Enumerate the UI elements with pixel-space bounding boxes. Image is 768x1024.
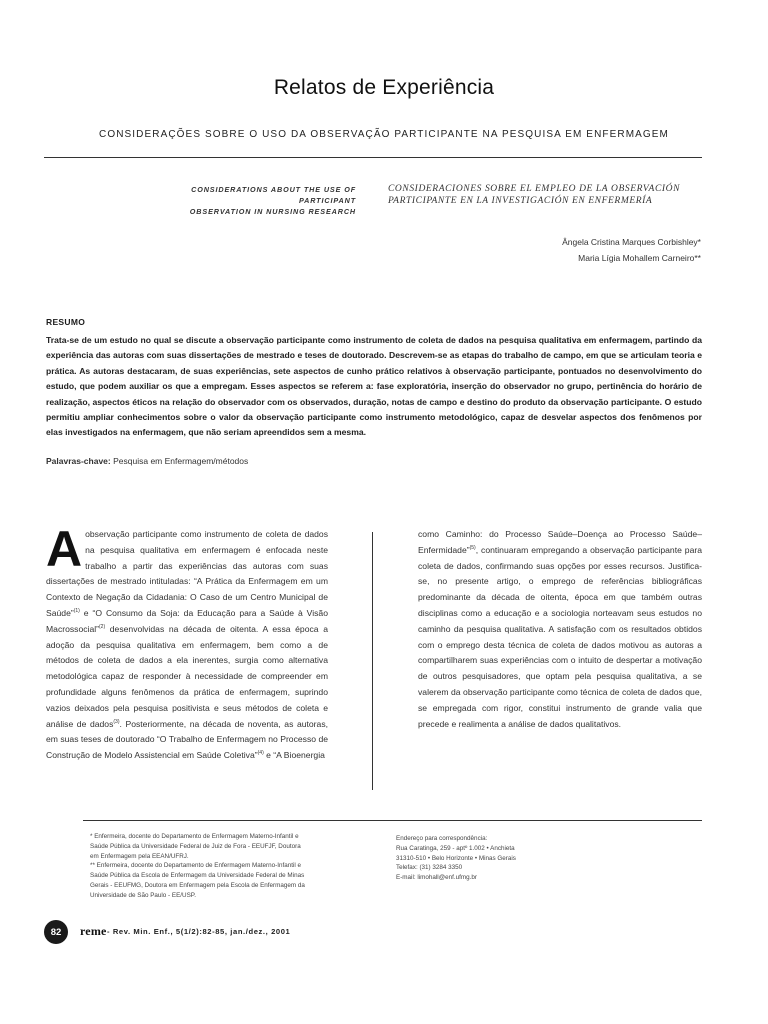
body-text: e “A Bioenergia	[263, 750, 325, 761]
footnote-line: Saúde Pública da Escola de Enfermagem da Universidade Federal de Minas	[90, 872, 305, 880]
body-text: . Posteriormente, na década de noventa, as autoras, em suas teses de doutorado “O Trabalho de Enfermagem no Processo de Construção de Modelo Assistencial em Saúde Coletiva”	[46, 718, 329, 761]
keywords-label: Palavras-chave:	[46, 456, 111, 466]
footnote-line: Rua Caratinga, 259 - aptº 1.002 • Anchieta	[396, 844, 515, 852]
keywords-value: Pesquisa em Enfermagem/métodos	[113, 456, 249, 466]
body-column-left	[46, 521, 329, 764]
journal-citation: - Rev. Min. Enf., 5(1/2):82-85, jan./dez., 2001	[107, 927, 291, 936]
body-text: como Caminho: do Processo Saúde–Doença ao Processo Saúde–Enfermidade”	[418, 529, 702, 555]
title-spanish	[388, 183, 698, 207]
author-name: Maria Lígia Mohallem Carneiro**	[578, 253, 701, 263]
footnote-line: E-mail: limohall@enf.ufmg.br	[396, 874, 477, 882]
title-english-line: CONSIDERATIONS ABOUT THE USE OF PARTICIPANT	[191, 185, 356, 205]
section-title: Relatos de Experiência	[273, 76, 495, 99]
reference-marker: (4)	[257, 750, 264, 757]
footnote-line: ** Enfermeira, docente do Departamento de Enfermagem Materno-Infantil e	[90, 862, 302, 870]
footnote-divider	[83, 820, 702, 821]
footnote-line: Telefax: (31) 3284 3350	[396, 864, 463, 872]
body-text: e “O Consumo da Soja: da Educação para a Saúde à Visão Macrossocial”	[46, 607, 328, 634]
body-text: observação participante como instrumento de coleta de dados na pesquisa qualitativa em enfermagem é enfocada neste trabalho a partir das experiências das autoras com suas dissertações de mestrado intituladas: “A Prática da Enfermagem em um Contexto de Negação da Cidadania: O Caso de um Centro Municipal de Saúde”	[46, 529, 328, 618]
header-divider	[44, 157, 702, 158]
body-column-right	[418, 527, 702, 732]
page-number-badge	[44, 920, 68, 944]
footnote-line: 31310-510 • Belo Horizonte • Minas Gerais	[396, 854, 516, 862]
drop-cap: A	[46, 521, 83, 577]
author-name: Ângela Cristina Marques Corbishley*	[562, 237, 701, 247]
keywords	[46, 456, 248, 466]
article-title: CONSIDERAÇÕES SOBRE O USO DA OBSERVAÇÃO PARTICIPANTE NA PESQUISA EM ENFERMAGEM	[99, 129, 669, 140]
body-text: desenvolvidas na década de oitenta. A essa época a adoção da pesquisa qualitativa em enfermagem, bem como a de métodos de coleta de dados a ela inerentes, surgia como alternativa metodológica capaz de responder à necessidade de compreender em profundidade alguns fenômenos da prática de enfermagem, suprindo vazios deixados pela pesquisa positivista e seus métodos de coleta e análise de dados	[46, 623, 328, 729]
body-text: , continuaram empregando a observação participante para coleta de dados, confirmando suas opções por esses recursos. Justifica-se, no presente artigo, o emprego de referências bibliográficas predominante da década de oitenta, época em que também outras disciplinas como a educação e a sociologia norteavam seus estudos no caminho da pesquisa qualitativa. A satisfação com os resultados obtidos com o emprego desta técnica de coleta de dados motivou as autoras a compartilharem suas experiências com o intuito de despertar a motivação de outros pesquisadores, que optam pela pesquisa qualitativa, a se valerem da observação participante como técnica de coleta de dados que, se empregada com rigor, constitui instrumento de grande valia que precede e realimenta a análise de dados qualitativos.	[418, 544, 702, 729]
journal-logo: reme	[80, 924, 107, 938]
abstract-heading: RESUMO	[46, 317, 86, 327]
footnote-line: * Enfermeira, docente do Departamento de Enfermagem Materno-Infantil e	[90, 833, 299, 840]
title-spanish-line: PARTICIPANTE EN LA INVESTIGACIÓN EN ENFERMERÍA	[388, 196, 653, 206]
reference-marker: (2)	[99, 623, 106, 630]
footnote-line: Endereço para correspondência:	[396, 835, 488, 842]
author-affiliations	[90, 832, 338, 901]
reference-marker: (5)	[469, 544, 476, 551]
footnote-line: Universidade de São Paulo - EE/USP.	[90, 891, 196, 899]
footnote-line: Gerais - EEUFMG, Doutora em Enfermagem pela Escola de Enfermagem da	[90, 881, 305, 889]
title-spanish-line: CONSIDERACIONES SOBRE EL EMPLEO DE LA OBSERVACIÓN	[388, 184, 681, 194]
title-english	[140, 184, 356, 217]
title-english-line: OBSERVATION IN NURSING RESEARCH	[189, 207, 356, 216]
footnote-line: em Enfermagem pela EEAN/UFRJ.	[90, 852, 189, 860]
correspondence-address	[396, 834, 636, 883]
column-divider	[372, 532, 373, 790]
reference-marker: (1)	[73, 608, 80, 615]
footnote-line: Saúde Pública da Universidade Federal de Juiz de Fora - EEUFJF, Doutora	[90, 842, 301, 850]
reference-marker: (3)	[113, 718, 120, 725]
page-number: 82	[50, 926, 62, 938]
abstract-text: Trata-se de um estudo no qual se discute a observação participante como instrumento de coleta de dados na pesquisa qualitativa em enfermagem, partindo da experiência das autoras com suas dissertações de mestrado e teses de doutorado. Descrevem-se as etapas do trabalho de campo, em que se articulam teoria e prática. As autoras destacaram, de suas experiências, sete aspectos de cunho prático relativos à observação participante, pontuados no desenvolvimento do estudo, que podem auxiliar os que a empregam. Esses aspectos se referem a: fase exploratória, inserção do observador no grupo, pertinência do horário de realização, aspectos éticos na relação do observador com os observados, duração, notas de campo e destino do produto da observação participante. O estudo permitiu ampliar conhecimentos sobre o valor da observação participante como instrumento metodológico, capaz de desvelar aspectos dos fenômenos por elas investigados na enfermagem, que não seriam apreendidos sem a mesma.	[46, 335, 702, 438]
